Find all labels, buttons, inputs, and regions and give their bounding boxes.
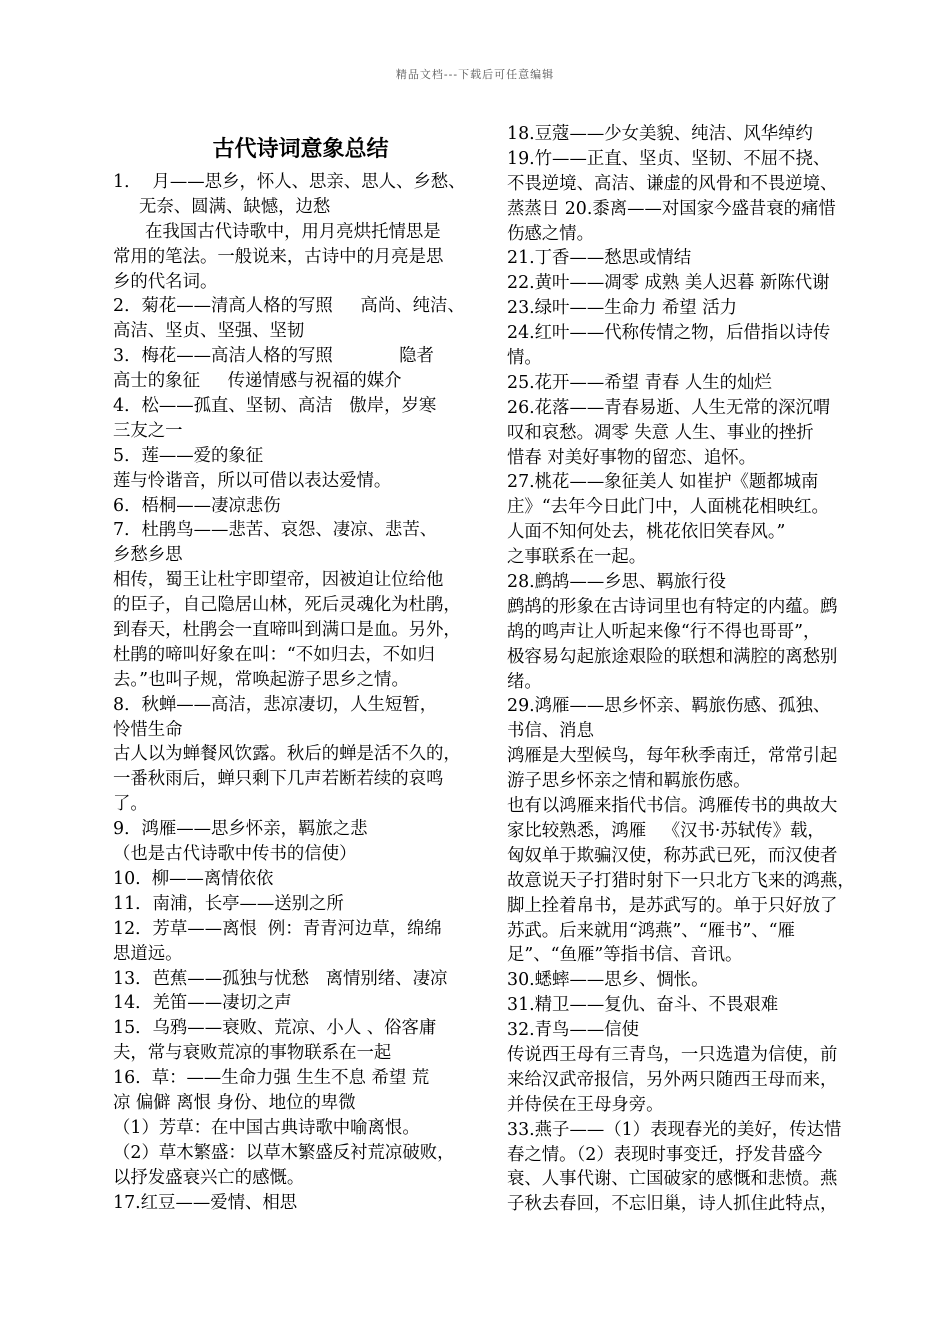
text-line: 春之情。（2）表现时事变迁，抒发昔盛今 xyxy=(507,1144,823,1165)
text-line: 怜惜生命 xyxy=(113,719,183,740)
text-line: 鸪的鸣声让人听起来像“行不得也哥哥”， xyxy=(507,621,821,642)
text-line: 27.桃花——象征美人 如崔护《题都城南 xyxy=(507,472,819,493)
text-line: 脚上拴着帛书，是苏武写的。单于只好放了 xyxy=(507,895,838,916)
text-line: 17.红豆——爱情、相思 xyxy=(113,1192,298,1213)
text-line: 三友之一 xyxy=(113,420,183,441)
text-line: 叹和哀愁。凋零 失意 人生、事业的挫折 xyxy=(507,422,814,443)
text-line: 衰、人事代谢、亡国破家的感慨和悲愤。燕 xyxy=(507,1169,838,1190)
text-line: 家比较熟悉，鸿雁 《汉书·苏轼传》载， xyxy=(507,820,825,841)
text-line: 乡愁乡思 xyxy=(113,545,183,566)
text-line: 14．羌笛——凄切之声 xyxy=(113,993,292,1014)
text-line: 传说西王母有三青鸟，一只选遣为信使，前 xyxy=(507,1044,838,1065)
text-line: 伤感之情。 xyxy=(507,223,594,244)
text-line: 2．菊花——清高人格的写照 高尚、纯洁、 xyxy=(113,296,465,317)
text-line: 匈奴单于欺骗汉使，称苏武已死，而汉使者 xyxy=(507,845,838,866)
text-line: 夫，常与衰败荒凉的事物联系在一起 xyxy=(113,1043,392,1064)
text-line: 子秋去春回，不忘旧巢，诗人抓住此特点， xyxy=(507,1194,838,1215)
text-line: 在我国古代诗歌中，用月亮烘托情思是 xyxy=(145,221,441,242)
text-line: 21.丁香——愁思或情结 xyxy=(507,248,692,269)
text-line: 11．南浦，长亭——送别之所 xyxy=(113,893,344,914)
text-line: 23.绿叶——生命力 希望 活力 xyxy=(507,298,738,319)
text-line: 5．莲——爱的象征 xyxy=(113,445,264,466)
text-line: 30.蟋蟀——思乡、惆怅。 xyxy=(507,970,709,991)
text-line: 31.精卫——复仇、奋斗、不畏艰难 xyxy=(507,995,779,1016)
text-line: 书信、消息 xyxy=(507,721,594,742)
text-line: （2）草木繁盛：以草木繁盛反衬荒凉破败， xyxy=(113,1142,455,1163)
text-line: 的臣子，自己隐居山林，死后灵魂化为杜鹃， xyxy=(113,595,461,616)
text-line: 16. 草：——生命力强 生生不息 希望 荒 xyxy=(113,1068,430,1089)
text-line: 26.花落——青春易逝、人生无常的深沉喟 xyxy=(507,397,831,418)
text-line: 7．杜鹃鸟——悲苦、哀怨、凄凉、悲苦、 xyxy=(113,520,438,541)
text-line: 之事联系在一起。 xyxy=(507,547,647,568)
text-line: 33.燕子——（1）表现春光的美好，传达惜 xyxy=(507,1119,842,1140)
text-line: 一番秋雨后，蝉只剩下几声若断若续的哀鸣 xyxy=(113,769,444,790)
text-line: 1． 月——思乡，怀人、思亲、思人、乡愁、 xyxy=(113,172,466,192)
text-line: 乡的代名词。 xyxy=(113,271,218,292)
text-line: 常用的笔法。一般说来，古诗中的月亮是思 xyxy=(113,246,444,267)
text-line: 32.青鸟——信使 xyxy=(507,1020,640,1041)
text-line: 12．芳草——离恨 例：青青河边草，绵绵 xyxy=(113,918,442,939)
text-line: 无奈、圆满、缺憾，边愁 xyxy=(139,196,331,217)
text-line: 极容易勾起旅途艰险的联想和满腔的离愁别 xyxy=(507,646,838,667)
right-column xyxy=(507,122,877,1217)
text-line: 高洁、坚贞、坚强、坚韧 xyxy=(113,321,305,342)
text-line: 来给汉武帝报信，另外两只随西王母而来， xyxy=(507,1069,838,1090)
text-line: 18.豆蔻——少女美貌、纯洁、风华绰约 xyxy=(507,124,813,144)
text-line: 10. 柳——离情依依 xyxy=(113,868,274,889)
text-line: 游子思乡怀亲之情和羁旅伤感。 xyxy=(507,771,751,792)
text-line: 也有以鸿雁来指代书信。鸿雁传书的典故大 xyxy=(507,796,838,817)
text-line: 庄》“去年今日此门中，人面桃花相映红。 xyxy=(507,497,829,518)
text-line: 到春天，杜鹃会一直啼叫到满口是血。另外， xyxy=(113,620,461,641)
text-line: 杜鹃的啼叫好象在叫：“不如归去，不如归 xyxy=(113,644,435,665)
text-line: 蒸蒸日 20.黍离——对国家今盛昔衰的痛惜 xyxy=(507,198,836,219)
text-line: 22.黄叶——凋零 成熟 美人迟暮 新陈代谢 xyxy=(507,273,830,294)
text-line: （1）芳草：在中国古典诗歌中喻离恨。 xyxy=(113,1117,420,1138)
text-line: 13．芭蕉——孤独与忧愁 离情别绪、凄凉 xyxy=(113,968,448,989)
text-line: 鹧鸪的形象在古诗词里也有特定的内蕴。鹧 xyxy=(507,596,838,617)
text-line: 人面不知何处去，桃花依旧笑春风。” xyxy=(507,522,786,543)
text-line: 15．乌鸦——衰败、荒凉、小人 、俗客庸 xyxy=(113,1018,437,1039)
text-line: 思道远。 xyxy=(113,943,183,964)
text-line: 情。 xyxy=(507,348,542,369)
text-line: 并侍侯在王母身旁。 xyxy=(507,1094,664,1115)
text-line: 相传，蜀王让杜宇即望帝，因被迫让位给他 xyxy=(113,570,444,591)
text-line: 19.竹——正直、坚贞、坚韧、不屈不挠、 xyxy=(507,148,831,169)
text-line: 28.鹧鸪——乡思、羁旅行役 xyxy=(507,572,726,593)
text-line: 6．梧桐——凄凉悲伤 xyxy=(113,495,281,516)
text-line: （也是古代诗歌中传书的信使） xyxy=(113,844,357,865)
text-line: 绪。 xyxy=(507,671,542,692)
text-line: 惜春 对美好事物的留恋、追怀。 xyxy=(507,447,756,468)
left-column xyxy=(113,122,488,1215)
text-line: 足”、“鱼雁”等指书信、音讯。 xyxy=(507,945,743,966)
text-line: 25.花开——希望 青春 人生的灿烂 xyxy=(507,372,772,393)
text-line: 苏武。后来就用“鸿燕”、“雁书”、“雁 xyxy=(507,920,795,941)
text-line: 故意说天子打猎时射下一只北方飞来的鸿燕， xyxy=(507,870,855,891)
text-line: 3．梅花——高洁人格的写照 隐者 xyxy=(113,346,434,367)
text-line: 莲与怜谐音，所以可借以表达爱情。 xyxy=(113,470,392,491)
text-line: 凉 偏僻 离恨 身份、地位的卑微 xyxy=(113,1092,356,1113)
text-line: 高士的象征 传递情感与祝福的媒介 xyxy=(113,371,402,392)
text-line: 9．鸿雁——思乡怀亲，羁旅之悲 xyxy=(113,819,368,840)
text-line: 了。 xyxy=(113,794,148,815)
text-line: 4．松——孤直、坚韧、高洁 傲岸，岁寒 xyxy=(113,396,437,417)
text-line: 古人以为蝉餐风饮露。秋后的蝉是活不久的， xyxy=(113,744,461,765)
text-line: 以抒发盛衰兴亡的感慨。 xyxy=(113,1167,305,1188)
text-line: 去。”也叫子规，常唤起游子思乡之情。 xyxy=(113,669,409,690)
header-watermark: 精品文档---下载后可任意编辑 xyxy=(395,68,555,81)
text-line: 鸿雁是大型候鸟，每年秋季南迁，常常引起 xyxy=(507,746,838,767)
document-title: 古代诗词意象总结 xyxy=(212,137,389,162)
text-line: 不畏逆境、高洁、谦虚的风骨和不畏逆境、 xyxy=(507,173,838,194)
text-line: 8．秋蝉——高洁，悲凉凄切，人生短暂， xyxy=(113,694,438,715)
text-line: 29.鸿雁——思乡怀亲、羁旅伤感、孤独、 xyxy=(507,696,831,717)
text-line: 24.红叶——代称传情之物，后借指以诗传 xyxy=(507,323,831,344)
